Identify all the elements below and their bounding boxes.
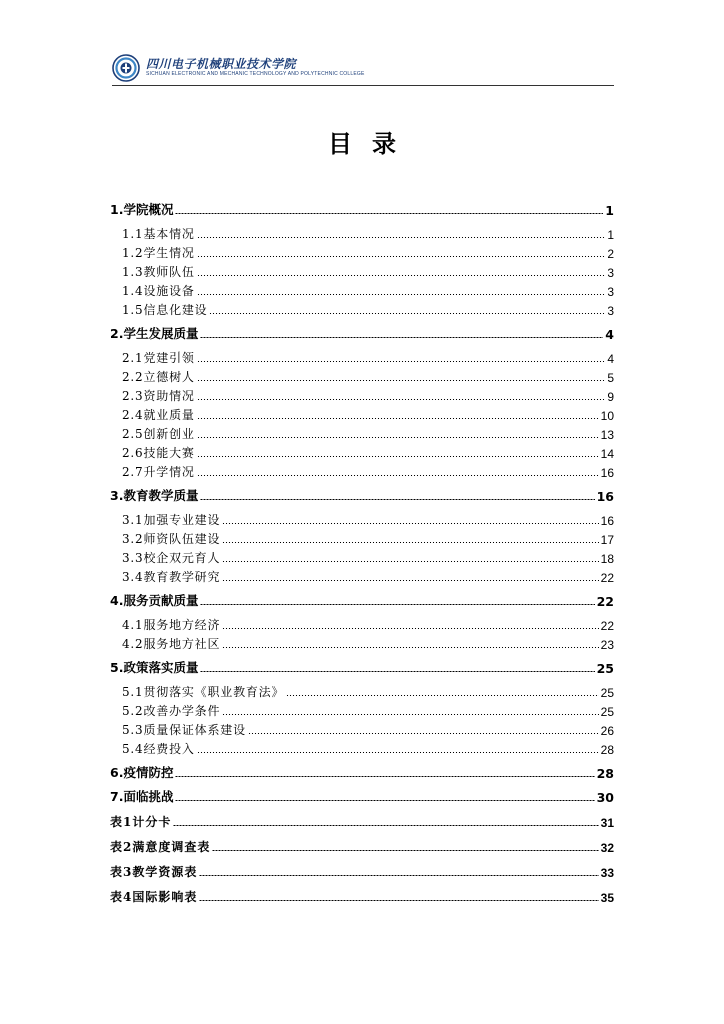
toc-entry-label: 2.7升学情况 — [122, 465, 195, 479]
toc-section-entry[interactable] — [110, 484, 614, 504]
toc-page-number: 5 — [607, 371, 614, 385]
toc-entry-label: 2.学生发展质量 — [110, 326, 199, 341]
toc-page-number: 13 — [600, 428, 614, 442]
toc-page-number: 22 — [596, 594, 614, 609]
dot-leader — [197, 279, 606, 299]
toc-entry-label: 2.6技能大赛 — [122, 446, 195, 460]
dot-leader — [199, 860, 598, 880]
toc-page-number: 1 — [605, 203, 614, 218]
toc-subsection-entry[interactable] — [110, 403, 614, 423]
toc-page-number: 35 — [600, 891, 614, 905]
toc-subsection-entry[interactable] — [110, 346, 614, 366]
toc-page-number: 4 — [607, 352, 614, 366]
toc-entry-label: 3.2师资队伍建设 — [122, 532, 221, 546]
dot-leader — [222, 508, 598, 528]
toc-page-number: 25 — [596, 661, 614, 676]
toc-page-number: 3 — [607, 266, 614, 280]
dot-leader — [286, 680, 598, 700]
toc-page-number: 25 — [600, 705, 614, 719]
toc-entry-label: 3.1加强专业建设 — [122, 513, 221, 527]
toc-entry-label: 7.面临挑战 — [110, 789, 174, 804]
toc-entry-label: 5.2改善办学条件 — [122, 704, 221, 718]
dot-leader — [197, 737, 599, 757]
toc-entry-label: 5.4经费投入 — [122, 742, 195, 756]
document-header — [112, 52, 612, 88]
dot-leader — [197, 384, 606, 404]
toc-entry-label: 2.3资助情况 — [122, 389, 195, 403]
toc-page-number: 3 — [607, 304, 614, 318]
dot-leader — [175, 198, 603, 218]
toc-subsection-entry[interactable] — [110, 222, 614, 242]
dot-leader — [197, 346, 606, 366]
toc-page-number: 14 — [600, 447, 614, 461]
toc-page-number: 17 — [600, 533, 614, 547]
dot-leader — [212, 835, 598, 855]
toc-page-number: 10 — [600, 409, 614, 423]
dot-leader — [222, 527, 598, 547]
toc-subsection-entry[interactable] — [110, 737, 614, 757]
toc-subsection-entry[interactable] — [110, 527, 614, 547]
toc-page-number: 31 — [600, 816, 614, 830]
toc-page-number: 2 — [607, 247, 614, 261]
toc-page-number: 9 — [607, 390, 614, 404]
toc-subsection-entry[interactable] — [110, 508, 614, 528]
dot-leader — [200, 484, 594, 504]
dot-leader — [175, 785, 594, 805]
toc-section-entry[interactable] — [110, 589, 614, 609]
toc-section-entry[interactable] — [110, 785, 614, 805]
toc-page-number: 30 — [596, 790, 614, 805]
toc-subsection-entry[interactable] — [110, 422, 614, 442]
toc-page-number: 1 — [607, 228, 614, 242]
toc-entry-label: 5.1贯彻落实《职业教育法》 — [122, 685, 285, 699]
toc-subsection-entry[interactable] — [110, 279, 614, 299]
toc-entry-label: 4.服务贡献质量 — [110, 593, 199, 608]
dot-leader — [222, 546, 598, 566]
dot-leader — [209, 298, 605, 318]
toc-entry-label: 1.4设施设备 — [122, 284, 195, 298]
toc-section-entry[interactable] — [110, 198, 614, 218]
toc-section-entry[interactable] — [110, 322, 614, 342]
dot-leader — [222, 632, 598, 652]
dot-leader — [197, 365, 606, 385]
toc-entry-label: 2.2立德树人 — [122, 370, 195, 384]
college-name-en: SICHUAN ELECTRONIC AND MECHANIC TECHNOLOGY AND POLYTECHNIC COLLEGE — [146, 71, 365, 77]
dot-leader — [197, 222, 606, 242]
toc-entry-label: 5.政策落实质量 — [110, 660, 199, 675]
toc-subsection-entry[interactable] — [110, 298, 614, 318]
toc-subsection-entry[interactable] — [110, 613, 614, 633]
header-divider — [112, 85, 614, 86]
toc-section-entry[interactable] — [110, 656, 614, 676]
toc-entry-label: 3.3校企双元育人 — [122, 551, 221, 565]
toc-page-number: 4 — [605, 327, 614, 342]
toc-section-entry[interactable] — [110, 761, 614, 781]
toc-page-number: 28 — [596, 766, 614, 781]
toc-page-number: 26 — [600, 724, 614, 738]
toc-subsection-entry[interactable] — [110, 260, 614, 280]
toc-entry-label: 3.4教育教学研究 — [122, 570, 221, 584]
toc-subsection-entry[interactable] — [110, 565, 614, 585]
toc-subsection-entry[interactable] — [110, 699, 614, 719]
toc-page-number: 33 — [600, 866, 614, 880]
toc-subsection-entry[interactable] — [110, 460, 614, 480]
toc-page-number: 25 — [600, 686, 614, 700]
college-emblem-icon — [112, 54, 140, 82]
toc-page-number: 18 — [600, 552, 614, 566]
toc-entry-label: 表4国际影响表 — [110, 890, 198, 904]
dot-leader — [200, 589, 594, 609]
toc-subsection-entry[interactable] — [110, 384, 614, 404]
dot-leader — [175, 761, 594, 781]
dot-leader — [200, 656, 594, 676]
dot-leader — [222, 613, 598, 633]
toc-page-number: 22 — [600, 571, 614, 585]
toc-entry-label: 1.5信息化建设 — [122, 303, 208, 317]
toc-entry-label: 4.1服务地方经济 — [122, 618, 221, 632]
dot-leader — [197, 403, 599, 423]
toc-entry-label: 2.4就业质量 — [122, 408, 195, 422]
toc-page-number: 22 — [600, 619, 614, 633]
toc-entry-label: 4.2服务地方社区 — [122, 637, 221, 651]
toc-subsection-entry[interactable] — [110, 680, 614, 700]
toc-entry-label: 2.5创新创业 — [122, 427, 195, 441]
dot-leader — [199, 885, 598, 905]
toc-entry-label: 2.1党建引领 — [122, 351, 195, 365]
toc-entry-label: 1.3教师队伍 — [122, 265, 195, 279]
toc-entry-label: 表1计分卡 — [110, 815, 172, 829]
dot-leader — [173, 810, 598, 830]
toc-page-number: 16 — [600, 514, 614, 528]
dot-leader — [222, 565, 598, 585]
toc-page-number: 23 — [600, 638, 614, 652]
toc-table-entry[interactable] — [110, 860, 614, 880]
toc-entry-label: 5.3质量保证体系建设 — [122, 723, 246, 737]
toc-page-number: 3 — [607, 285, 614, 299]
dot-leader — [197, 260, 606, 280]
toc-page-number: 16 — [600, 466, 614, 480]
toc-entry-label: 6.疫情防控 — [110, 765, 174, 780]
toc-subsection-entry[interactable] — [110, 441, 614, 461]
dot-leader — [222, 699, 598, 719]
page-title: 目录 — [328, 129, 416, 158]
toc-table-entry[interactable] — [110, 885, 614, 905]
toc-entry-label: 表2满意度调查表 — [110, 840, 211, 854]
toc-subsection-entry[interactable] — [110, 546, 614, 566]
toc-subsection-entry[interactable] — [110, 365, 614, 385]
toc-page-number: 28 — [600, 743, 614, 757]
dot-leader — [197, 441, 599, 461]
college-name-cn: 四川电子机械职业技术学院 — [146, 57, 297, 71]
dot-leader — [197, 460, 599, 480]
toc-table-entry[interactable] — [110, 810, 614, 830]
dot-leader — [197, 422, 599, 442]
toc-entry-label: 表3教学资源表 — [110, 865, 198, 879]
toc-page-number: 32 — [600, 841, 614, 855]
toc-subsection-entry[interactable] — [110, 241, 614, 261]
toc-subsection-entry[interactable] — [110, 632, 614, 652]
dot-leader — [200, 322, 603, 342]
toc-entry-label: 1.学院概况 — [110, 202, 174, 217]
toc-entry-label: 1.1基本情况 — [122, 227, 195, 241]
dot-leader — [248, 718, 599, 738]
toc-entry-label: 3.教育教学质量 — [110, 488, 199, 503]
toc-subsection-entry[interactable] — [110, 718, 614, 738]
dot-leader — [197, 241, 606, 261]
toc-table-entry[interactable] — [110, 835, 614, 855]
toc-entry-label: 1.2学生情况 — [122, 246, 195, 260]
toc-page-number: 16 — [596, 489, 614, 504]
